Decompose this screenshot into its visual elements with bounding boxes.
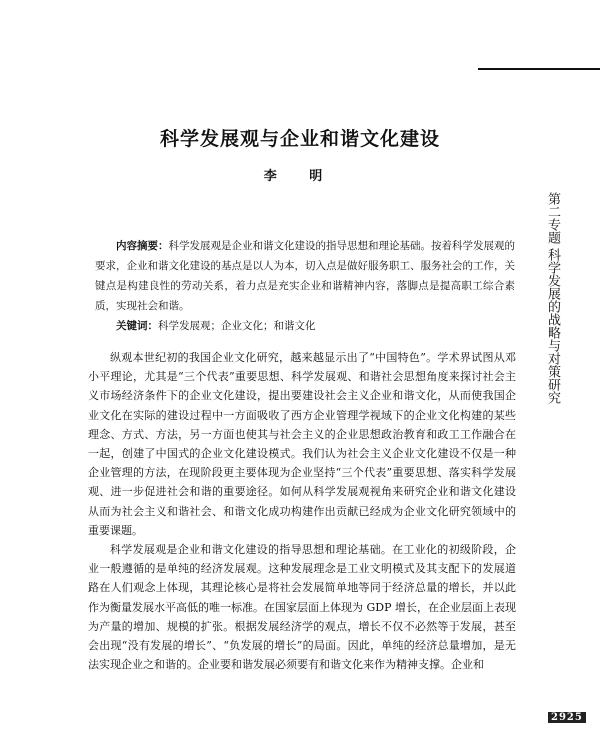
page-number: 2925 <box>548 712 586 723</box>
keywords-line <box>95 316 515 336</box>
abstract-text: 科学发展观是企业和谐文化建设的指导思想和理论基础。按着科学发展观的要求，企业和谐文化建设的基点是以人为本，切入点是做好服务职工、服务社会的工作，关键点是构建良性的劳动关系，着力点是充实企业和谐精神内容，落脚点是提高职工综合素质，实现社会和谐。 <box>95 240 515 312</box>
keywords-label: 关键词： <box>116 320 158 332</box>
article-title: 科学发展观与企业和谐文化建设 <box>159 128 440 150</box>
keywords-text: 科学发展观；企业文化；和谐文化 <box>158 320 316 332</box>
top-rule <box>478 68 600 70</box>
author-name: 李 明 <box>263 169 337 184</box>
abstract-paragraph <box>95 236 515 316</box>
body-paragraph-1: 纵观本世纪初的我国企业文化研究，越来越显示出了“中国特色”。学术界试图从邓小平理论，尤其是“三个代表”重要思想、科学发展观、和谐社会思想角度来探讨社会主义市场经济条件下的企业文化建设，提出要建设社会主义企业和谐文化，从而使我国企业文化在实际的建设过程中一方面吸收了西方企业管理学视域下的企业文化构建的某些理念、方式、方法，另一方面也使其与社会主义的企业思想政治教育和政工工作融合在一起，创建了中国式的企业文化建设模式。我们认为社会主义企业文化建设不仅是一种企业管理的方法，在现阶段更主要体现为企业坚持“三个代表”重要思想、落实科学发展观、进一步促进社会和谐的重要途径。如何从科学发展观视角来研究企业和谐文化建设从而为社会主义和谐社会、和谐文化成功构建作出贡献已经成为企业文化研究领域中的重要课题。 <box>88 351 516 537</box>
section-side-label: 第二专题 科学发展的战略与对策研究 <box>545 192 560 405</box>
body-paragraph-2: 科学发展观是企业和谐文化建设的指导思想和理论基础。在工业化的初级阶段，企业一般遵循的是单纯的经济发展观。这种发展理念是工业文明模式及其支配下的发展道路在人们观念上体现，其理论核心是将社会发展简单地等同于经济总量的增长，并以此作为衡量发展水平高低的唯一标准。在国家层面上体现为 GDP 增长，在企业层面上表现为产量的增加、规模的扩张。根据发展经济学的观点，增长不仅不必然等于发展，甚至会出现“没有发展的增长”、“负发展的增长”的局面。因此，单纯的经济总量增加，是无法实现企业之和谐的。企业要和谐发展必须要有和谐文化来作为精神支撑。企业和 <box>88 543 516 672</box>
abstract-label: 内容摘要： <box>116 240 169 252</box>
body-text <box>88 348 516 674</box>
abstract-block <box>95 236 515 336</box>
